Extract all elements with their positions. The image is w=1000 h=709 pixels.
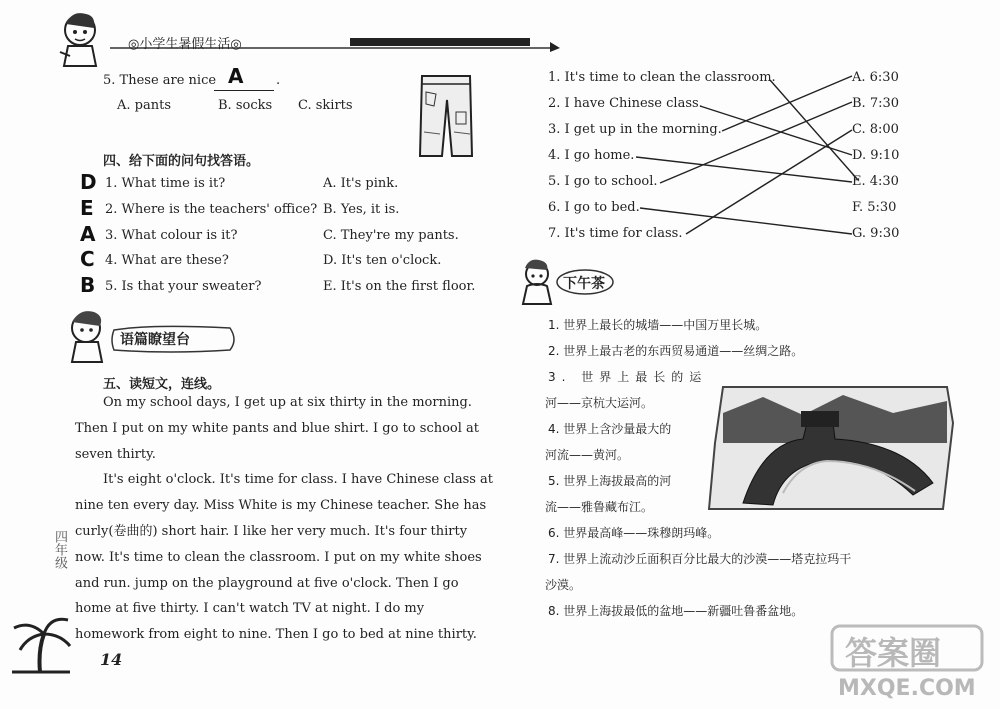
great-wall-illustration-icon: [703, 383, 955, 513]
fact-line: 8. 世界上海拔最低的盆地——新疆吐鲁番盆地。: [548, 604, 804, 618]
page-number: 14: [100, 650, 123, 669]
fact-line: 河流——黄河。: [545, 448, 630, 462]
fact-line: 河——京杭大运河。: [545, 396, 654, 410]
fact-line: 1. 世界上最长的城墙——中国万里长城。: [548, 318, 768, 332]
reading-banner: 语篇瞭望台: [120, 332, 190, 348]
section4-question: 3. What colour is it?: [105, 228, 238, 243]
q5-period: .: [276, 73, 281, 88]
section4-reply: D. It's ten o'clock.: [323, 253, 442, 268]
q5-option: C. skirts: [298, 98, 353, 113]
q5-option: B. socks: [218, 98, 273, 113]
section4-question: 1. What time is it?: [105, 176, 226, 191]
fact-line: 7. 世界上流动沙丘面积百分比最大的沙漠——塔克拉玛干: [548, 552, 852, 566]
side-grade-label: 四年级: [52, 530, 67, 569]
section4-title: 四、给下面的问句找答语。: [103, 154, 260, 169]
section5-title: 五、读短文，连线。: [103, 377, 221, 392]
q5-answer: A: [228, 64, 244, 88]
section4-question: 2. Where is the teachers' office?: [105, 202, 318, 217]
match-line: [686, 130, 852, 234]
section4-answer: A: [80, 222, 96, 246]
watermark-text: 答案圈: [845, 634, 942, 672]
section4-answer: D: [80, 170, 97, 194]
match-line: [770, 80, 858, 180]
q5-question: 5. These are nice: [103, 73, 217, 88]
q5-option: A. pants: [117, 98, 171, 113]
section4-reply: C. They're my pants.: [323, 228, 459, 243]
passage-paragraph: It's eight o'clock. It's time for class. I have Chinese class at nine ten every day. Miss White is my Chinese teacher. She has curly(卷曲的) short hair. I like her very much. It's four thirty now. It's time to clean the classroom. I put on my white shoes and run. jump on the playground at five o'clock. Then I go home at five thirty. I can't watch TV at night. I do my homework from eight to nine. Then I go to bed at nine thirty.: [75, 472, 494, 643]
matching-left-item: 2. I have Chinese class.: [548, 96, 703, 111]
matching-right-item: B. 7:30: [852, 96, 900, 111]
matching-left-item: 1. It's time to clean the classroom.: [548, 70, 776, 85]
section4-answer: E: [80, 196, 94, 220]
matching-left-item: 7. It's time for class.: [548, 226, 683, 241]
section4-answer: C: [80, 247, 95, 271]
matching-left-item: 3. I get up in the morning.: [548, 122, 722, 137]
matching-left-item: 5. I go to school.: [548, 174, 658, 189]
matching-right-item: F. 5:30: [852, 200, 897, 215]
section4-reply: E. It's on the first floor.: [323, 279, 476, 294]
fact-line: 流——雅鲁藏布江。: [545, 500, 654, 514]
fact-line: 3. 世界上最长的运: [548, 370, 708, 384]
watermark-site: MXQE.COM: [838, 676, 976, 701]
match-line: [640, 208, 852, 234]
section4-answer: B: [80, 273, 96, 297]
fact-line: 5. 世界上海拔最高的河: [548, 474, 672, 488]
matching-right-item: A. 6:30: [852, 70, 899, 85]
matching-left-item: 4. I go home.: [548, 148, 635, 163]
matching-right-item: E. 4:30: [852, 174, 899, 189]
section4-reply: B. Yes, it is.: [323, 202, 400, 217]
fact-line: 6. 世界最高峰——珠穆朗玛峰。: [548, 526, 720, 540]
tea-banner: 下午茶: [563, 276, 605, 292]
matching-right-item: G. 9:30: [852, 226, 900, 241]
fact-line: 2. 世界上最古老的东西贸易通道——丝绸之路。: [548, 344, 804, 358]
matching-right-item: C. 8:00: [852, 122, 899, 137]
header-banner: ◎小学生暑假生活◎: [128, 37, 242, 52]
passage-paragraph: On my school days, I get up at six thirty in the morning. Then I put on my white pants and blue shirt. I go to school at seven thirty.: [75, 395, 480, 462]
section4-question: 5. Is that your sweater?: [105, 279, 262, 294]
match-line: [636, 157, 852, 182]
section4-reply: A. It's pink.: [323, 176, 399, 191]
match-line: [722, 76, 852, 131]
fact-line: 沙漠。: [545, 578, 582, 592]
fact-line: 4. 世界上含沙量最大的: [548, 422, 672, 436]
matching-left-item: 6. I go to bed.: [548, 200, 640, 215]
section4-question: 4. What are these?: [105, 253, 229, 268]
matching-right-item: D. 9:10: [852, 148, 900, 163]
